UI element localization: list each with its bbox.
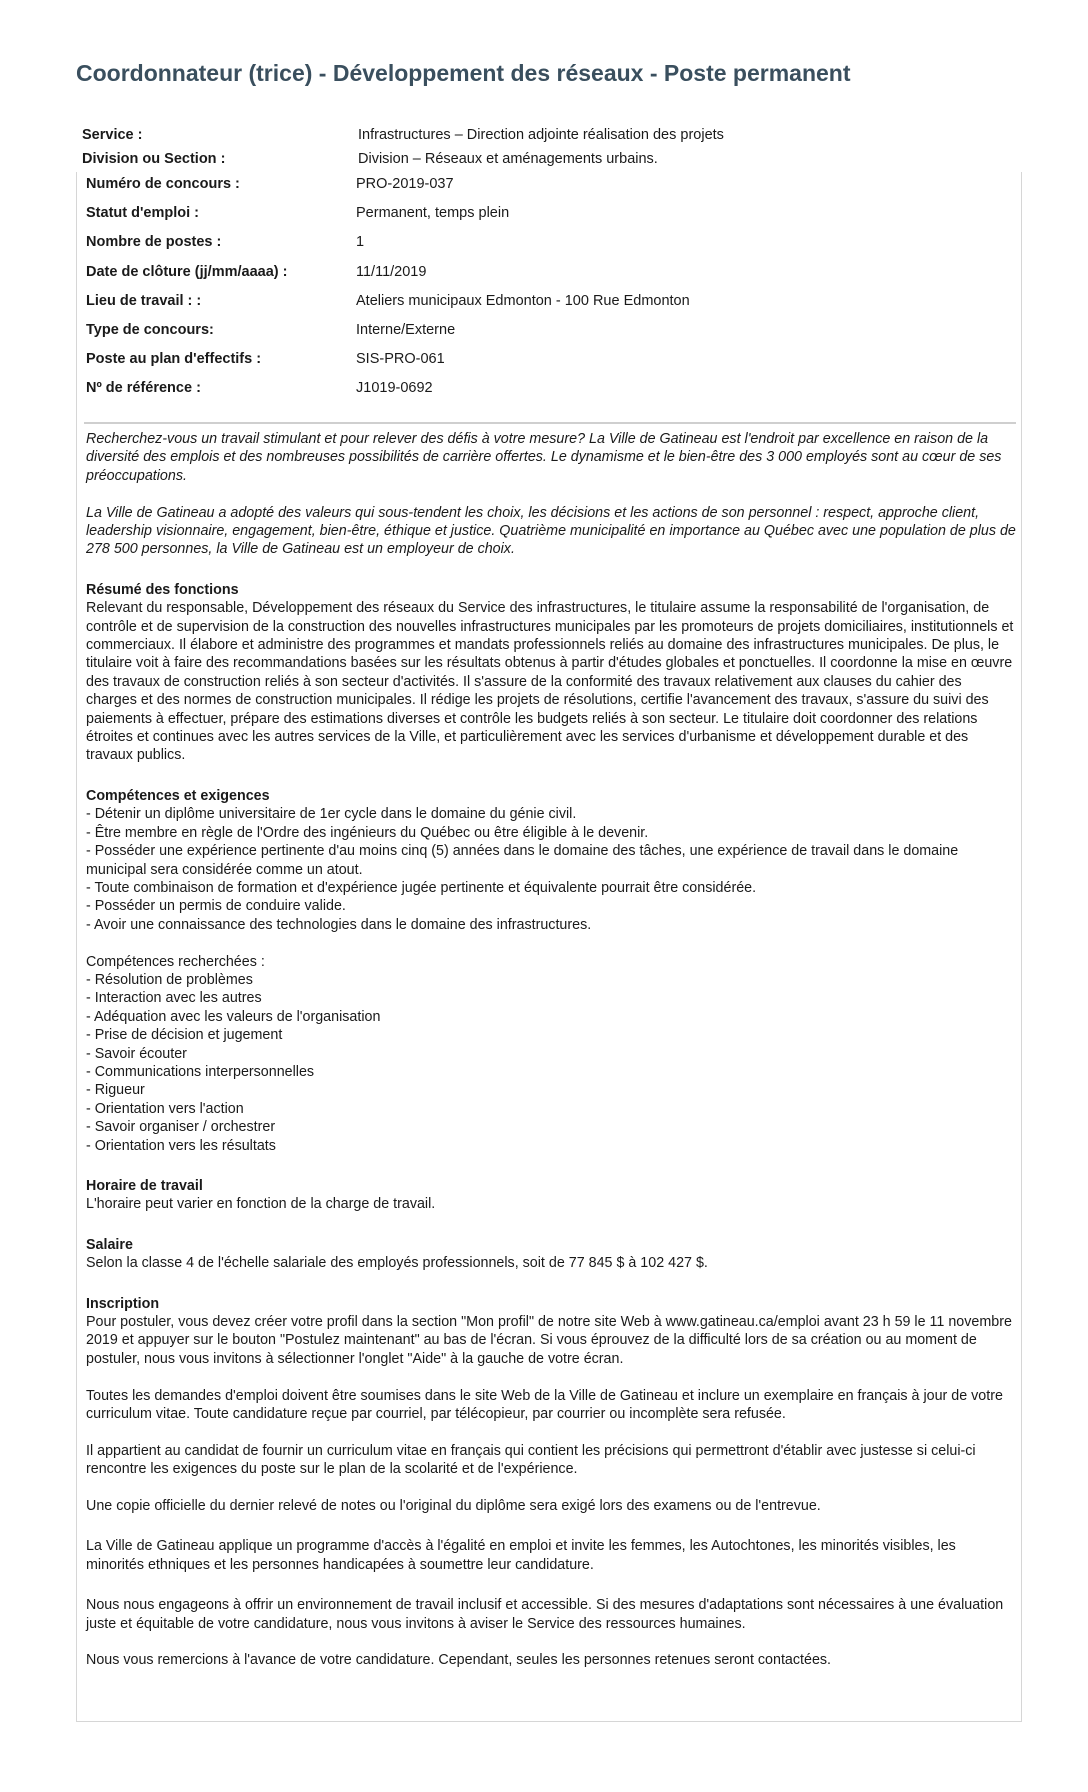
job-description <box>86 430 1016 1670</box>
info-label: Date de clôture (jj/mm/aaaa) : <box>86 263 288 280</box>
list-item: - Avoir une connaissance des technologies dans le domaine des infrastructures. <box>86 916 592 933</box>
list-item: - Détenir un diplôme universitaire de 1er cycle dans le domaine du génie civil. <box>86 806 577 823</box>
list-item: - Être membre en règle de l'Ordre des ingénieurs du Québec ou être éligible à le devenir. <box>86 824 649 841</box>
intro-paragraph: La Ville de Gatineau a adopté des valeurs qui sous-tendent les choix, les décisions et les actions de son personnel : respect, approche client, leadership visionnaire, engagement, bien-être, éthique et justice. Quatrième municipalité en importance au Québec avec une population de plus de 278 500 personnes, la Ville de Gatineau est un employeur de choix. <box>86 504 1016 558</box>
inscription-paragraph: Nous nous engageons à offrir un environnement de travail inclusif et accessible. Si des mesures d'adaptations sont nécessaires à une évaluation juste et équitable de votre candidature, nous vous invitons à aviser le Service des ressources humaines. <box>86 1597 1004 1632</box>
list-item: - Orientation vers l'action <box>86 1100 244 1117</box>
section-divider <box>84 422 1016 424</box>
inscription-paragraph: La Ville de Gatineau applique un programme d'accès à l'égalité en emploi et invite les femmes, les Autochtones, les minorités visibles, les minorités ethniques et les personnes handicapées à soumettre leur candidature. <box>86 1538 956 1573</box>
resume-text: Relevant du responsable, Développement des réseaux du Service des infrastructures, le titulaire assume la responsabilité de l'organisation, de contrôle et de supervision de la construction des nouvelles infrastructures municipales par les promoteurs de projets domiciliaires, institutionnels et commerciaux. Il élabore et administre des programmes et mandats professionnels reliés au domaine des infrastructures municipales. De plus, le titulaire voit à faire des recommandations basées sur les résultats obtenus à partir d'études globales et ponctuelles. Il coordonne la mise en œuvre des travaux de construction reliés à son secteur d'activités. Il s'assure de la conformité des travaux relativement aux clauses du cahier des charges et des normes de construction municipales. Il rédige les projets de résolutions, certifie l'avancement des travaux, s'assure du suivi des paiements à effectuer, prépare des estimations diverses et contrôle les budgets reliés à son secteur. Le titulaire doit coordonner des relations étroites et continues avec les autres services de la Ville, et particulièrement avec les services d'urbanisme et développement durable et des travaux publics. <box>86 600 1014 764</box>
list-item: - Résolution de problèmes <box>86 971 253 988</box>
info-value: Ateliers municipaux Edmonton - 100 Rue Edmonton <box>356 292 690 309</box>
salaire-text: Selon la classe 4 de l'échelle salariale des employés professionnels, soit de 77 845 $ à 102 427 $. <box>86 1255 708 1272</box>
section-heading-inscription: Inscription <box>86 1295 160 1312</box>
page-title: Coordonnateur (trice) - Développement des réseaux - Poste permanent <box>76 60 851 86</box>
list-item: - Prise de décision et jugement <box>86 1027 283 1044</box>
info-label: Lieu de travail : : <box>86 292 202 309</box>
info-label: Division ou Section : <box>82 151 226 167</box>
horaire-text: L'horaire peut varier en fonction de la charge de travail. <box>86 1196 436 1213</box>
list-item: - Savoir écouter <box>86 1045 187 1062</box>
sought-skills-list <box>86 971 1016 1155</box>
info-row-lieu <box>86 293 1016 322</box>
info-label: Statut d'emploi : <box>86 205 199 222</box>
list-item: - Savoir organiser / orchestrer <box>86 1119 276 1136</box>
inscription-paragraph: Nous vous remercions à l'avance de votre candidature. Cependant, seules les personnes retenues seront contactées. <box>86 1652 832 1669</box>
info-label: Type de concours: <box>86 322 214 338</box>
requirements-list <box>86 805 1016 934</box>
info-label: Service : <box>82 127 143 143</box>
info-value: SIS-PRO-061 <box>356 351 445 368</box>
list-item: - Interaction avec les autres <box>86 990 262 1007</box>
info-row-effectifs <box>86 351 1016 380</box>
info-value: Interne/Externe <box>356 322 456 338</box>
section-heading-resume: Résumé des fonctions <box>86 581 239 598</box>
list-item: - Adéquation avec les valeurs de l'organisation <box>86 1008 381 1025</box>
info-value: 1 <box>356 234 365 251</box>
info-row-postes <box>86 234 1016 263</box>
info-row-type <box>86 322 1016 351</box>
sought-heading: Compétences recherchées : <box>86 953 265 970</box>
section-heading-horaire: Horaire de travail <box>86 1178 203 1194</box>
info-label: Nombre de postes : <box>86 234 222 251</box>
info-row-concours <box>86 176 1016 205</box>
info-value: Infrastructures – Direction adjointe réalisation des projets <box>358 127 724 143</box>
inscription-paragraph: Toutes les demandes d'emploi doivent être soumises dans le site Web de la Ville de Gatineau et inclure un exemplaire en français à jour de votre curriculum vitae. Toute candidature reçue par courriel, par télécopieur, par courrier ou incomplète sera refusée. <box>86 1387 1003 1423</box>
list-item: - Orientation vers les résultats <box>86 1137 276 1154</box>
list-item: - Communications interpersonnelles <box>86 1063 315 1080</box>
info-label: Numéro de concours : <box>86 176 240 192</box>
inscription-paragraph: Pour postuler, vous devez créer votre profil dans la section "Mon profil" de notre site Web à www.gatineau.ca/emploi avant 23 h 59 le 11 novembre 2019 et appuyer sur le bouton "Postulez maintenant" au bas de l'écran. Si vous éprouvez de la difficulté lors de sa création ou au moment de postuler, nous vous invitons à sélectionner l'onglet "Aide" à la gauche de votre écran. <box>86 1314 1012 1367</box>
info-label: Poste au plan d'effectifs : <box>86 351 262 368</box>
intro-paragraph: Recherchez-vous un travail stimulant et pour relever des défis à votre mesure? La Ville de Gatineau est l'endroit par excellence en raison de la diversité des emplois et des nombreuses possibilités de carrière offertes. Le dynamisme et le bien-être des 3 000 employés sont au cœur de ses préoccupations. <box>86 431 1002 484</box>
info-row-cloture <box>86 264 1016 293</box>
list-item: - Rigueur <box>86 1082 145 1099</box>
info-value: 11/11/2019 <box>356 263 427 280</box>
inscription-paragraph: Une copie officielle du dernier relevé de notes ou l'original du diplôme sera exigé lors des examens ou de l'entrevue. <box>86 1498 821 1515</box>
section-heading-salaire: Salaire <box>86 1236 133 1253</box>
inscription-paragraph: Il appartient au candidat de fournir un curriculum vitae en français qui contient les précisions qui permettront d'établir avec justesse si celui-ci rencontre les exigences du poste sur le plan de la scolarité et de l'expérience. <box>86 1442 976 1478</box>
list-item: - Toute combinaison de formation et d'expérience jugée pertinente et équivalente pourrait être considérée. <box>86 879 757 896</box>
info-row-statut <box>86 205 1016 234</box>
info-value: PRO-2019-037 <box>356 176 454 192</box>
list-item: - Posséder un permis de conduire valide. <box>86 898 346 915</box>
section-heading-competences: Compétences et exigences <box>86 787 270 804</box>
info-value: J1019-0692 <box>356 380 433 397</box>
list-item: - Posséder une expérience pertinente d'au moins cinq (5) années dans le domaine des tâches, une expérience de travail dans le domaine municipal sera considérée comme un atout. <box>86 843 959 878</box>
info-value: Permanent, temps plein <box>356 205 510 222</box>
info-row-reference <box>86 380 1016 409</box>
info-value: Division – Réseaux et aménagements urbains. <box>358 151 658 167</box>
info-label: Nº de référence : <box>86 380 201 397</box>
